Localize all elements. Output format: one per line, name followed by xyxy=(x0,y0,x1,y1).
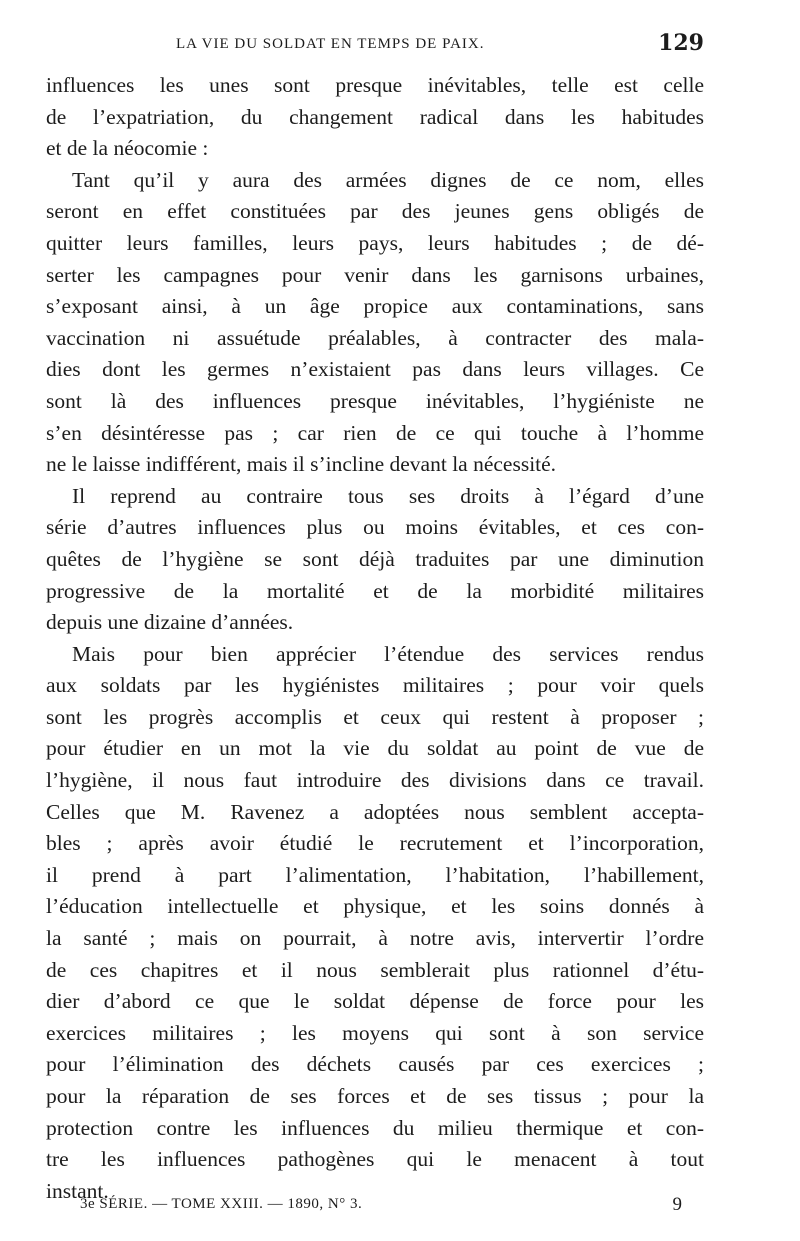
text-line: s’en désintéresse pas ; car rien de ce qui touche à l’homme xyxy=(46,420,704,445)
text-line: seront en effet constituées par des jeunes gens obligés de xyxy=(46,199,704,224)
text-line: et de la néocomie : xyxy=(46,136,209,161)
body-text xyxy=(46,70,704,1207)
text-line: pour la réparation de ses forces et de ses tissus ; pour la xyxy=(46,1084,704,1108)
text-line: depuis une dizaine d’années. xyxy=(46,610,294,635)
text-line: l’éducation intellectuelle et physique, et les soins donnés à xyxy=(46,894,704,919)
text-line: série d’autres influences plus ou moins évitables, et ces con- xyxy=(46,515,704,540)
text-line: quitter leurs familles, leurs pays, leurs habitudes ; de dé- xyxy=(46,230,704,255)
text-line: quêtes de l’hygiène se sont déjà traduites par une diminution xyxy=(46,546,704,571)
signature-mark: 9 xyxy=(672,1194,682,1215)
text-line: Tant qu’il y aura des armées dignes de ce nom, elles xyxy=(72,167,704,192)
text-line: de l’expatriation, du changement radical dans les habitudes xyxy=(46,104,704,129)
text-line: ne le laisse indifférent, mais il s’incline devant la nécessité. xyxy=(46,452,557,477)
text-line: il prend à part l’alimentation, l’habitation, l’habillement, xyxy=(46,862,704,887)
running-title: LA VIE DU SOLDAT EN TEMPS DE PAIX. xyxy=(176,36,485,52)
text-line: Il reprend au contraire tous ses droits à l’égard d’une xyxy=(72,483,704,508)
text-line: aux soldats par les hygiénistes militaires ; pour voir quels xyxy=(46,673,704,698)
text-line: pour l’élimination des déchets causés par ces exercices ; xyxy=(46,1052,704,1077)
footer-series-info: 3e SÉRIE. — TOME XXIII. — 1890, N° 3. xyxy=(80,1196,363,1212)
text-line: protection contre les influences du milieu thermique et con- xyxy=(46,1115,704,1140)
text-line: dies dont les germes n’existaient pas dans leurs villages. Ce xyxy=(46,357,704,382)
text-line: dier d’abord ce que le soldat dépense de force pour les xyxy=(46,989,704,1014)
text-line: bles ; après avoir étudié le recrutement et l’incorporation, xyxy=(46,831,704,856)
text-line: la santé ; mais on pourrait, à notre avis, intervertir l’ordre xyxy=(46,926,704,951)
page-number: 129 xyxy=(658,30,704,56)
text-line: vaccination ni assuétude préalables, à contracter des mala- xyxy=(46,325,704,350)
text-line: de ces chapitres et il nous semblerait plus rationnel d’étu- xyxy=(46,957,704,982)
text-line: pour étudier en un mot la vie du soldat au point de vue de xyxy=(46,736,704,761)
text-line: progressive de la mortalité et de la morbidité militaires xyxy=(46,578,704,603)
page-footer xyxy=(80,1196,704,1222)
text-line: influences les unes sont presque inévitables, telle est celle xyxy=(46,73,704,97)
text-line: Mais pour bien apprécier l’étendue des services rendus xyxy=(72,641,704,666)
text-line: sont là des influences presque inévitables, l’hygiéniste ne xyxy=(46,388,704,413)
text-line: Celles que M. Ravenez a adoptées nous semblent accepta- xyxy=(46,799,704,824)
text-line: s’exposant ainsi, à un âge propice aux contaminations, sans xyxy=(46,294,704,319)
text-line: exercices militaires ; les moyens qui sont à son service xyxy=(46,1020,704,1045)
text-line: sont les progrès accomplis et ceux qui restent à proposer ; xyxy=(46,704,704,729)
text-line: serter les campagnes pour venir dans les garnisons urbaines, xyxy=(46,262,704,287)
text-line: l’hygiène, il nous faut introduire des divisions dans ce travail. xyxy=(46,768,704,793)
text-line: instant. xyxy=(46,1178,109,1203)
text-line: tre les influences pathogènes qui le menacent à tout xyxy=(46,1147,704,1172)
running-header xyxy=(46,30,704,60)
